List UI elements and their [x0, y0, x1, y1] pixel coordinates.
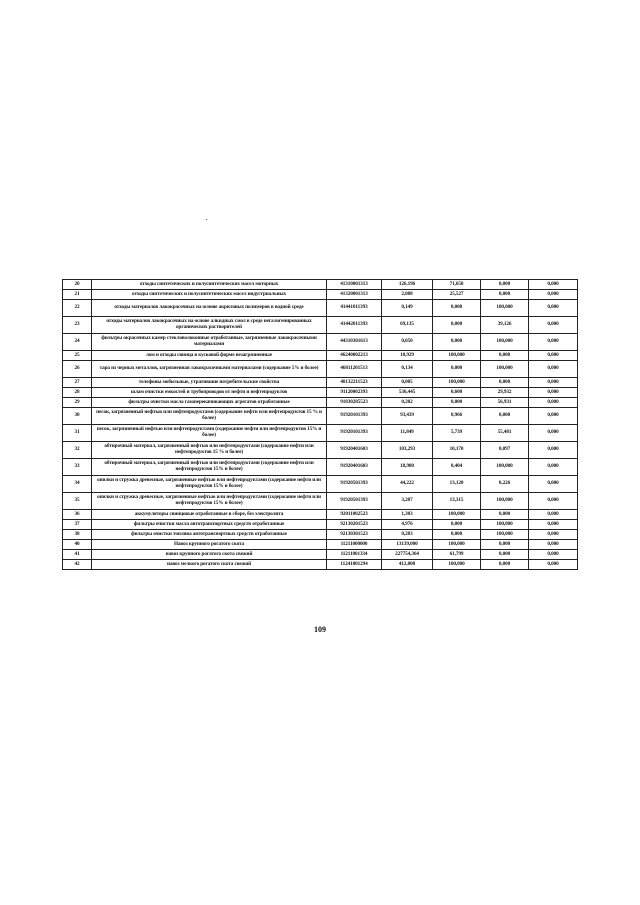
- value-3: 29,932: [481, 388, 529, 398]
- waste-description: Навоз крупного рогатого скота: [92, 540, 327, 550]
- table-row: [63, 290, 578, 300]
- table-row: [63, 388, 578, 398]
- value-2: 13,315: [433, 493, 481, 510]
- table-row: [63, 280, 578, 290]
- waste-description: отходы материалов лакокрасочных на основе акриловых полимеров в водной среде: [92, 300, 327, 317]
- value-3: 0,000: [481, 280, 529, 290]
- value-4: 0,000: [529, 493, 578, 510]
- fkko-code: 41441011393: [327, 300, 382, 317]
- waste-description: лом и отходы свинца в кусковой форме незагрязненные: [92, 351, 327, 361]
- value-4: 0,000: [529, 398, 578, 408]
- value-2: 10,170: [433, 442, 481, 459]
- waste-table: [62, 279, 578, 570]
- value-1: 0,005: [382, 378, 433, 388]
- row-number: 36: [63, 510, 92, 520]
- value-4: 0,000: [529, 550, 578, 560]
- value-3: 100,000: [481, 300, 529, 317]
- waste-description: опилки и стружка древесные, загрязненные нефтью или нефтепродуктами (содержание нефти или нефтепродуктов 15% и более): [92, 476, 327, 493]
- fkko-code: 91920101393: [327, 408, 382, 425]
- value-3: 100,000: [481, 459, 529, 476]
- fkko-code: 91920401603: [327, 442, 382, 459]
- value-4: 0,000: [529, 378, 578, 388]
- value-1: 0,134: [382, 361, 433, 378]
- row-number: 22: [63, 300, 92, 317]
- waste-description: песок, загрязненный нефтью или нефтепродуктами (содержание нефти или нефтепродуктов 15 % и более): [92, 408, 327, 425]
- table-row: [63, 398, 578, 408]
- fkko-code: 91830285523: [327, 398, 382, 408]
- fkko-code: 41442011393: [327, 317, 382, 334]
- value-1: 93,439: [382, 408, 433, 425]
- table-row: [63, 510, 578, 520]
- value-1: 11,849: [382, 425, 433, 442]
- row-number: 23: [63, 317, 92, 334]
- value-2: 0,000: [433, 300, 481, 317]
- table-row: [63, 476, 578, 493]
- value-4: 0,000: [529, 476, 578, 493]
- value-2: 71,650: [433, 280, 481, 290]
- fkko-code: 46811201513: [327, 361, 382, 378]
- table-row: [63, 459, 578, 476]
- value-1: 3,207: [382, 493, 433, 510]
- value-3: 0,000: [481, 560, 529, 570]
- waste-description: фильтры окрасочных камер стекловолоконные отработанные, загрязненные лакокрасочными материалами: [92, 334, 327, 351]
- value-4: 0,000: [529, 351, 578, 361]
- row-number: 42: [63, 560, 92, 570]
- value-2: 8,404: [433, 459, 481, 476]
- value-2: 13,120: [433, 476, 481, 493]
- row-number: 37: [63, 520, 92, 530]
- value-2: 100,000: [433, 378, 481, 388]
- value-3: 39,126: [481, 317, 529, 334]
- value-2: 0,000: [433, 317, 481, 334]
- value-2: 0,966: [433, 408, 481, 425]
- value-1: 44,222: [382, 476, 433, 493]
- table-row: [63, 540, 578, 550]
- waste-description: тара из черных металлов, загрязненная лакокрасочными материалами (содержание 5% и более): [92, 361, 327, 378]
- waste-table-container: [62, 279, 577, 570]
- value-1: 69,135: [382, 317, 433, 334]
- row-number: 30: [63, 408, 92, 425]
- value-1: 227754,364: [382, 550, 433, 560]
- value-3: 0,000: [481, 540, 529, 550]
- value-3: 0,226: [481, 476, 529, 493]
- row-number: 32: [63, 442, 92, 459]
- fkko-code: 92130201523: [327, 520, 382, 530]
- value-1: 412,000: [382, 560, 433, 570]
- fkko-code: 91120002393: [327, 388, 382, 398]
- value-4: 0,000: [529, 520, 578, 530]
- row-number: 25: [63, 351, 92, 361]
- table-row: [63, 550, 578, 560]
- waste-description: шлам очистки емкостей и трубопроводов от нефти и нефтепродуктов: [92, 388, 327, 398]
- value-2: 0,000: [433, 398, 481, 408]
- value-4: 0,000: [529, 317, 578, 334]
- waste-description: фильтры очистки масла газоперекачивающих агрегатов отработанные: [92, 398, 327, 408]
- value-3: 0,000: [481, 290, 529, 300]
- value-2: 100,000: [433, 560, 481, 570]
- waste-description: песок, загрязненный нефтью или нефтепродуктами (содержание нефти или нефтепродуктов 15% и более): [92, 425, 327, 442]
- value-3: 56,931: [481, 398, 529, 408]
- table-row: [63, 520, 578, 530]
- waste-description: навоз мелкого рогатого скота свежий: [92, 560, 327, 570]
- value-4: 0,000: [529, 530, 578, 540]
- value-1: 18,980: [382, 459, 433, 476]
- value-3: 0,000: [481, 550, 529, 560]
- row-number: 34: [63, 476, 92, 493]
- value-2: 100,000: [433, 351, 481, 361]
- value-4: 0,000: [529, 290, 578, 300]
- value-3: 0,000: [481, 510, 529, 520]
- row-number: 33: [63, 459, 92, 476]
- table-row: [63, 493, 578, 510]
- row-number: 29: [63, 398, 92, 408]
- value-2: 0,000: [433, 530, 481, 540]
- row-number: 26: [63, 361, 92, 378]
- fkko-code: 92130301523: [327, 530, 382, 540]
- value-1: 0,149: [382, 300, 433, 317]
- value-1: 0,283: [382, 530, 433, 540]
- value-1: 13139,000: [382, 540, 433, 550]
- value-4: 0,000: [529, 459, 578, 476]
- value-3: 55,481: [481, 425, 529, 442]
- value-4: 0,000: [529, 300, 578, 317]
- row-number: 28: [63, 388, 92, 398]
- value-3: 100,000: [481, 520, 529, 530]
- waste-table-body: [63, 280, 578, 570]
- value-4: 0,000: [529, 510, 578, 520]
- value-1: 0,202: [382, 398, 433, 408]
- row-number: 41: [63, 550, 92, 560]
- value-2: 25,527: [433, 290, 481, 300]
- table-row: [63, 442, 578, 459]
- value-2: 61,799: [433, 550, 481, 560]
- value-4: 0,000: [529, 560, 578, 570]
- waste-description: аккумуляторы свинцовые отработанные в сборе, без электролита: [92, 510, 327, 520]
- row-number: 40: [63, 540, 92, 550]
- value-1: 126,196: [382, 280, 433, 290]
- value-3: 100,000: [481, 361, 529, 378]
- fkko-code: 11211000000: [327, 540, 382, 550]
- waste-description: отходы синтетических и полусинтетических масел моторных: [92, 280, 327, 290]
- fkko-code: 44310301613: [327, 334, 382, 351]
- value-3: 0,000: [481, 378, 529, 388]
- fkko-code: 41320001313: [327, 290, 382, 300]
- value-1: 2,088: [382, 290, 433, 300]
- table-row: [63, 317, 578, 334]
- fkko-code: 91920501393: [327, 476, 382, 493]
- table-row: [63, 334, 578, 351]
- value-2: 5,739: [433, 425, 481, 442]
- fkko-code: 41310001313: [327, 280, 382, 290]
- value-3: 100,000: [481, 530, 529, 540]
- fkko-code: 91920501393: [327, 493, 382, 510]
- table-row: [63, 361, 578, 378]
- value-4: 0,000: [529, 388, 578, 398]
- row-number: 27: [63, 378, 92, 388]
- fkko-code: 91920101393: [327, 425, 382, 442]
- scan-speck: [206, 219, 207, 220]
- row-number: 24: [63, 334, 92, 351]
- value-2: 100,000: [433, 540, 481, 550]
- table-row: [63, 530, 578, 540]
- fkko-code: 46240002213: [327, 351, 382, 361]
- value-2: 0,000: [433, 520, 481, 530]
- value-4: 0,000: [529, 425, 578, 442]
- row-number: 38: [63, 530, 92, 540]
- value-1: 103,293: [382, 442, 433, 459]
- table-row: [63, 408, 578, 425]
- value-3: 0,000: [481, 351, 529, 361]
- table-row: [63, 560, 578, 570]
- value-2: 100,000: [433, 510, 481, 520]
- waste-description: фильтры очистки топлива автотранспортных средств отработанные: [92, 530, 327, 540]
- waste-description: отходы синтетических и полусинтетических масел индустриальных: [92, 290, 327, 300]
- fkko-code: 11241001294: [327, 560, 382, 570]
- value-3: 0,000: [481, 408, 529, 425]
- fkko-code: 91920401603: [327, 459, 382, 476]
- page-number: 109: [314, 625, 326, 634]
- value-2: 0,600: [433, 388, 481, 398]
- value-1: 10,929: [382, 351, 433, 361]
- value-2: 0,000: [433, 334, 481, 351]
- value-1: 4,976: [382, 520, 433, 530]
- value-3: 100,000: [481, 493, 529, 510]
- fkko-code: 11211001334: [327, 550, 382, 560]
- value-4: 0,000: [529, 408, 578, 425]
- value-3: 0,097: [481, 442, 529, 459]
- table-row: [63, 300, 578, 317]
- waste-description: фильтры очистки масла автотранспортных средств отработанные: [92, 520, 327, 530]
- value-1: 536,445: [382, 388, 433, 398]
- row-number: 20: [63, 280, 92, 290]
- waste-description: обтирочный материал, загрязненный нефтью или нефтепродуктами (содержание нефти или нефтепродуктов 15 % и более): [92, 442, 327, 459]
- value-4: 0,000: [529, 280, 578, 290]
- fkko-code: 92011002523: [327, 510, 382, 520]
- value-1: 1,303: [382, 510, 433, 520]
- row-number: 21: [63, 290, 92, 300]
- value-4: 0,000: [529, 540, 578, 550]
- value-4: 0,000: [529, 442, 578, 459]
- value-3: 100,000: [481, 334, 529, 351]
- row-number: 35: [63, 493, 92, 510]
- table-row: [63, 378, 578, 388]
- waste-description: отходы материалов лакокрасочных на основе алкидных смол в среде негалогенированных органических растворителей: [92, 317, 327, 334]
- waste-description: навоз крупного рогатого скота свежий: [92, 550, 327, 560]
- waste-description: опилки и стружка древесные, загрязненные нефтью или нефтепродуктами (содержание нефти или нефтепродуктов 15% и более): [92, 493, 327, 510]
- value-2: 0,000: [433, 361, 481, 378]
- value-4: 0,000: [529, 334, 578, 351]
- fkko-code: 48132211523: [327, 378, 382, 388]
- waste-description: обтирочный материал, загрязненный нефтью или нефтепродуктами (содержание нефти или нефтепродуктов 15% и более): [92, 459, 327, 476]
- waste-description: телефоны мобильные, утратившие потребительские свойства: [92, 378, 327, 388]
- value-1: 0,050: [382, 334, 433, 351]
- value-4: 0,000: [529, 361, 578, 378]
- table-row: [63, 425, 578, 442]
- row-number: 31: [63, 425, 92, 442]
- table-row: [63, 351, 578, 361]
